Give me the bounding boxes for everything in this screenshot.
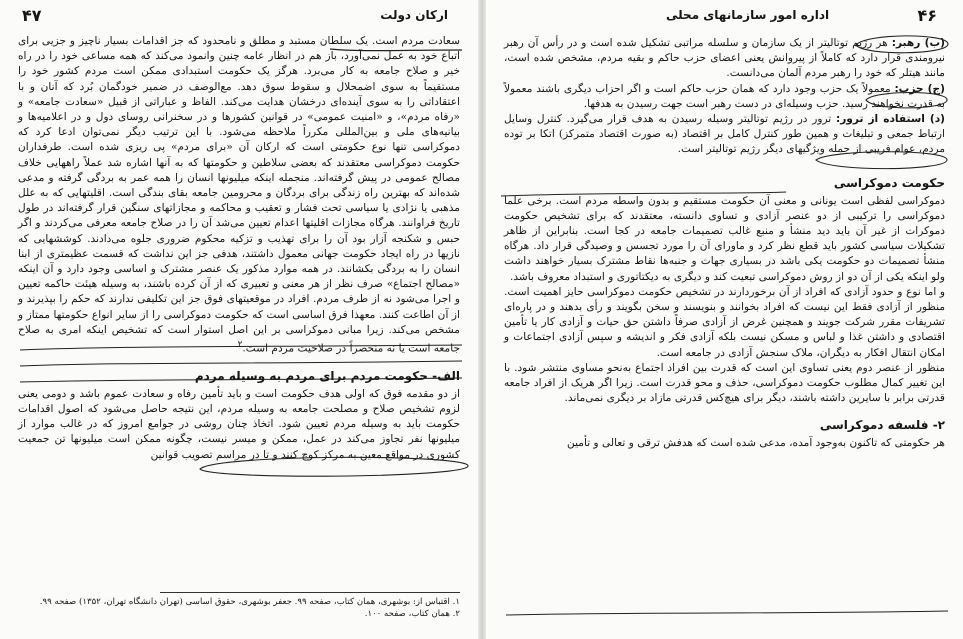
item-c-text: معمولاً یک حزب وجود دارد که همان حزب حاکم است و اگر احزاب دیگری باشند معمولاً به قدرت نخواهند رسید. حزب وسیله‌ای در دست رهبر است جهت رسیدن به هدفها. [504, 82, 945, 110]
left-page-number: ۴۷ [22, 6, 42, 25]
footnote-2: ۲. همان کتاب، صفحه ۱۰۰. [364, 609, 460, 619]
philosophy-paragraph: هر حکومتی که تاکنون به‌وجود آمده، مدعی شده است که هدفش ترقی و تعالی و تأمین [567, 437, 945, 450]
section-heading-philosophy: ۲- فلسفه دموکراسی [819, 418, 945, 433]
left-page-header [0, 6, 478, 26]
left-running-head: ارکان دولت [380, 8, 448, 22]
left-paragraph-1-text: سعادت مردم است. یک سلطان مستبد و مطلق و نامحدود که جز اقدامات بسیار ناچیز و جزیی برای اتباع خود به عمل نمی‌آورد، باز هم در انظار عامه چنین وانمود می‌کند که همه مساعی خود را در راه خیر و صلاح جامعه به کار می‌برد. هرگز یک حکومت استبدادی ممکن است مردم کشور خود را مستقیماً به سوی اضمحلال و سقوط سوق دهد. مع‌الوصف در ضمیر خودگمان بُرد که آنان و با اعتقاداتی را به سوی آینده‌ای درخشان هدایت می‌کند. الفاظ و عباراتی از قبیل «سعادت جامعه» و «رفاه مردم»، و «امنیت عمومی» در قوانین کشورها و در سخنرانی روسای دول و در اعلامیه‌ها و بیانیه‌های ملی و بین‌المللی مکرراً ملاحظه می‌شود. با این ترتیب دیگر نمی‌توان ادعا کرد که دموکراسی تنها نوع حکومتی است که ارکان آن «برای مردم» پی ریزی شده است. طرفداران حکومت دموکراسی معتقدند که بعضی سلاطین و حکومتها که به آنها اشاره شد عملاً راههایی خلاف مصالح عمومی در پیش گرفته‌اند. منجمله اینکه میلیونها انسان را همه عمر به بردگی گرفته و مدعی شده‌اند که بهترین راه زندگی برای بردگان و محرومین جامعه بقای بندگی است. اقلیتهایی که به علل مذهبی یا نژادی یا سیاسی تحت فشار و تعقیب و محاکمه و مجازاتهای سنگین قرار گرفته‌اند در طول تاریخ فراوانند. هرگاه مجازات اقلیتها اعدام تعیین می‌شد آن را در صلاح جامعه معرفی می‌کردند و اگر حبس و شکنجه آزار بود آن را برای تهذیب و تزکیه محکوم ضروری جلوه می‌دادند. کوششهایی که نازیها در راه ایجاد حکومت جهانی معمول داشتند، هدفی جز این نداشت که قسمت عظیمتری از ابنا انسان را به بردگی بکشانند. در همه موارد مذکور یک عنصر مشترک و اساسی وجود دارد و آن اینکه «مصالح اجتماع» صرف نظر از هر معنی و تعبیری که از آن کرده باشند، به وسیله هیئت حاکمه تعیین و اجرا می‌شود نه از طرف مردم. افراد در موقعیتهای فوق جز این تکلیفی ندارند که حکم را بپذیرند و از آن اطاعت کنند. معهذا فرق اساسی است که حکومت دموکراسی را از سایر انواع حکومتها ممتاز و مشخص می‌کند. زیرا مبانی دموکراسی بر این اصل استوار است که تشخیص اینکه امری به صلاح جامعه است یا نه منحصراً در صلاحیت مردم است. [18, 35, 460, 355]
item-c-label: (ج) حزب: [894, 82, 945, 95]
left-paragraph-1 [18, 34, 460, 357]
section-heading-democracy: حکومت دموکراسی [833, 175, 945, 190]
footnote-1: ۱. اقتباس از: بوشهری، همان کتاب، صفحه ۹۹. جعفر بوشهری، حقوق اساسی (تهران دانشگاه تهران، ۱۳۵۲) صفحه ۹۹. [39, 597, 460, 607]
democracy-paragraph-1: دموکراسی لفظی است یونانی و معنی آن حکومت مستقیم و بدون واسطه مردم است. برخی علما دموکراسی را ترکیبی از دو عنصر آزادی و تساوی دانسته، معتقدند که برای تشخیص حکومت دموکرات از غیر آن باید دید منشأ و منبع غالب تصمیمات جامعه در کجا است. بنابراین از ظاهر تشکیلات سیاسی کشور باید قطع نظر کرد و ماورای آن را مورد تجسس و وصیدگی قرار داد. هرگاه منشأ تصمیمات دو حکومت یکی باشد در بسیاری جهات و جنبه‌ها نقاط مشترک بسیار خواهند داشت ولو اینکه یکی از آن دو از روش دموکراسی تبعیت کند و دیگری به دیکتاتوری و استبداد معروف باشد. [504, 194, 945, 283]
right-running-head: اداره امور سازمانهای محلی [666, 8, 830, 22]
democracy-paragraph-3: منظور از عنصر دوم یعنی تساوی این است که قدرت بین افراد اجتماع به‌نحو مساوی منتشر شود. با این تغییر کمال مطلوب حکومت دموکراسی، حذف و محو قدرت است. زیرا اگر هریک از افراد جامعه قدرتی برابر با سایرین داشته باشند، دیگر برای هیچ‌کس قدرتی مازاد بر دیگری نمی‌ماند. [504, 361, 945, 405]
right-page [486, 0, 963, 639]
right-page-body [504, 36, 945, 452]
pen-underline-r2 [506, 611, 948, 615]
left-paragraph-2: از دو مقدمه فوق که اولی هدف حکومت است و باید تأمین رفاه و سعادت عموم باشد و دومی یعنی لزوم تشخیص صلاح و مصلحت جامعه به وسیله مردم، این نتیجه حاصل می‌شود که اصول اقدامات حکومت باید به وسیله مردم تعیین شود. اتخاذ چنان روشی در جوامع امروز که در غالب موارد از میلیونها نفر تجاوز می‌کند در عمل، ممکن و میسر نیست، چگونه ممکن است میلیونها تن جمعیت کشوری در مواقع معین به مرکز کوچ کنند و تا در مراسم تصویب قوانین [18, 387, 460, 461]
item-d-text: ترور در رژیم توتالیتر وسیله رسیدن به هدف قرار می‌گیرد. کنترل وسایل ارتباط جمعی و تبلیغات و همین طور کنترل کامل بر اقتصاد (به صورت اقتصاد متمرکز) اتکا بر توده مردم، عوام فریبی از جمله ویژگیهای دیگر رژیم توتالیتر است. [504, 113, 945, 156]
democracy-paragraph-2: و اما نوع و حدود آزادی که افراد از آن برخوردارند در تشخیص حکومت دموکراسی حایز اهمیت است. منظور از آزادی فقط این نیست که افراد بخوانند و بنویسند و سخن بگویند و رأی بدهند و در پاره‌ای تشریفات مقرر شرکت جویند و همچنین غرض از آزادی صرفاً داشتن حق حیات و آزادی کار یا تأمین اقتصادی و داشتن غذا و لباس و مسکن نیست بلکه آزادی فکر و اندیشه و سپس آزادی اجتماعات و امکان انتقال افکار به دیگران، ملاک سنجش آزادی در جامعه است. [504, 285, 945, 359]
section-heading-a: الف- حکومت مردم برای مردم به وسیله مردم [194, 368, 460, 383]
footnote-marker-2: ۲ [237, 340, 243, 351]
item-b-label: (ب) رهبر: [891, 37, 945, 49]
right-page-number: ۴۶ [917, 6, 937, 25]
left-page [0, 0, 478, 639]
book-gutter [478, 0, 486, 639]
item-b-paragraph [504, 36, 945, 82]
item-b-text: هر رژیم توتالیتر از یک سازمان و سلسله مراتبی تشکیل شده است و در رأس آن رهبر نیرومندی قرار دارد که کاملاً از پیروانش یعنی اعضای حزب حاکم و بقیه مردم، مشخص شده است، مانند هیتلر که خود را رهبر مردم آلمان می‌دانست. [504, 37, 945, 80]
item-d-label: (د) استفاده از ترور: [835, 113, 945, 126]
left-footnotes [18, 596, 460, 620]
item-d-paragraph [504, 112, 945, 158]
footnote-rule [160, 592, 460, 593]
item-c-paragraph [504, 82, 945, 112]
right-page-header [486, 6, 963, 26]
left-page-body [18, 34, 460, 463]
